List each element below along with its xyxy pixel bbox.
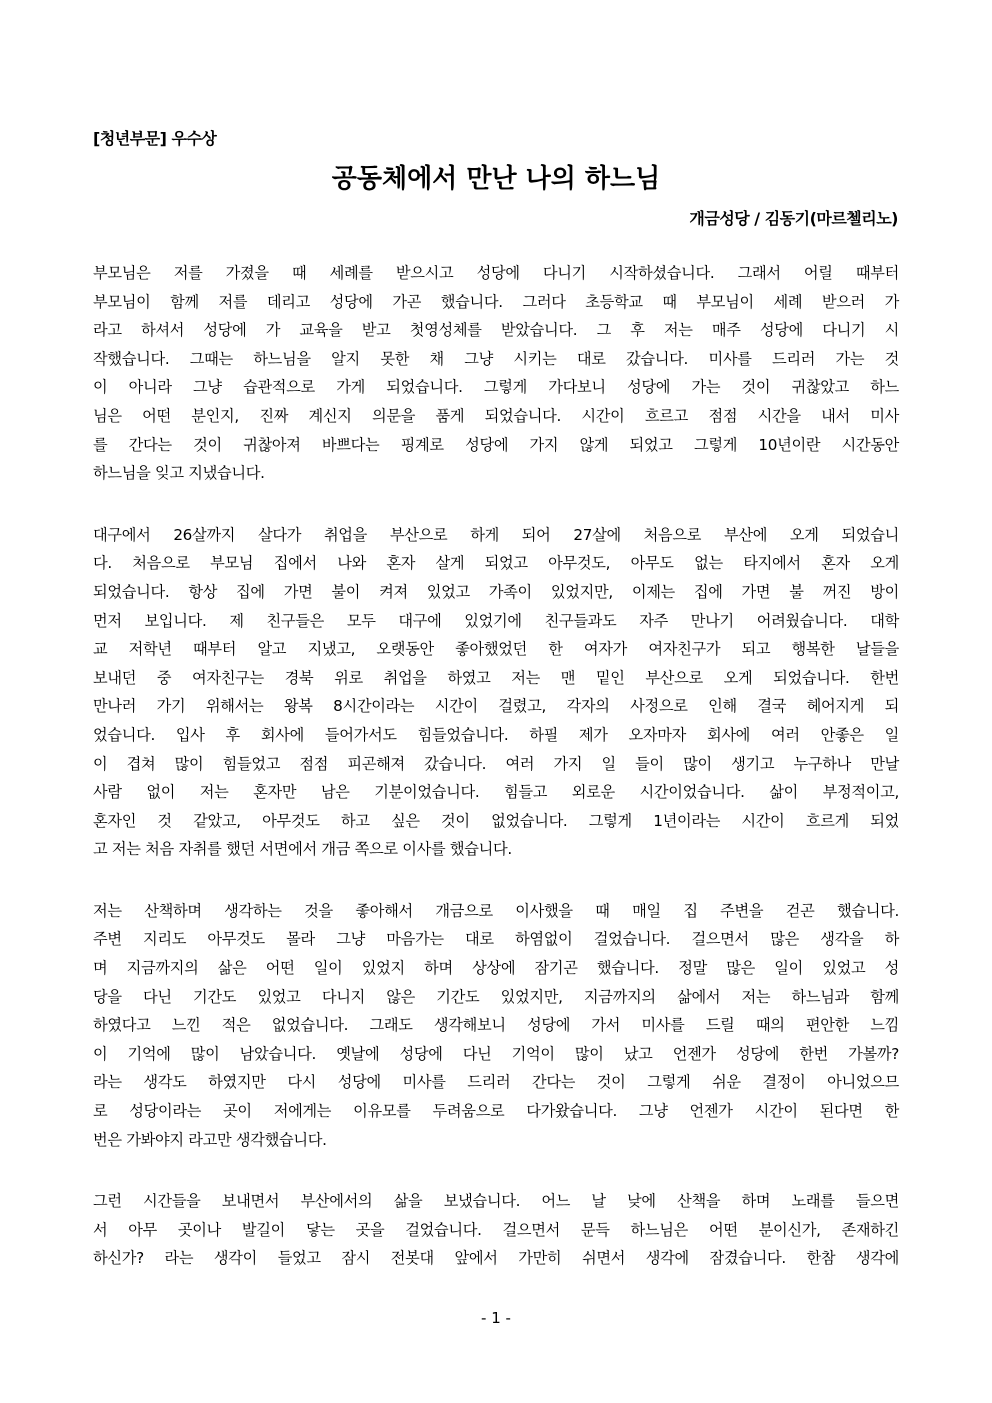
text-line: 저는 산책하며 생각하는 것을 좋아해서 개금으로 이사했을 때 매일 집 주변을 걷곤 했습니다.	[93, 901, 899, 920]
author-byline: 개금성당 / 김동기(마르첼리노)	[689, 209, 898, 228]
essay-body	[93, 259, 899, 1306]
text-line: 하신가? 라는 생각이 들었고 잠시 전봇대 앞에서 가만히 쉬면서 생각에 잠겼습니다. 한참 생각에	[93, 1249, 899, 1268]
text-line: 고 저는 처음 자취를 했던 서면에서 개금 쪽으로 이사를 했습니다.	[93, 840, 512, 859]
text-line: 며 지금까지의 삶은 어떤 일이 있었지 하며 상상에 잠기곤 했습니다. 정말 많은 일이 있었고 성	[93, 959, 899, 978]
text-line: 라고 하셔서 성당에 가 교육을 받고 첫영성체를 받았습니다. 그 후 저는 매주 성당에 다니기 시	[93, 321, 899, 340]
text-line: 하느님을 잊고 지냈습니다.	[93, 464, 265, 483]
text-line: 부모님은 저를 가졌을 때 세례를 받으시고 성당에 다니기 시작하셨습니다. 그래서 어릴 때부터	[93, 264, 899, 282]
text-line: 하였다고 느낀 적은 없었습니다. 그래도 생각해보니 성당에 가서 미사를 드릴 때의 편안한 느낌	[93, 1016, 899, 1035]
text-line: 로 성당이라는 곳이 저에게는 이유모를 두려움으로 다가왔습니다. 그냥 언젠가 시간이 된다면 한	[93, 1102, 899, 1121]
text-line: 먼저 보입니다. 제 친구들은 모두 대구에 있었기에 친구들과도 자주 만나기 어려웠습니다. 대학	[93, 611, 899, 630]
text-line: 작했습니다. 그때는 하느님을 알지 못한 채 그냥 시키는 대로 갔습니다. 미사를 드리러 가는 것	[93, 349, 899, 368]
text-line: 님은 어떤 분인지, 진짜 계신지 의문을 품게 되었습니다. 시간이 흐르고 점점 시간을 내서 미사	[93, 406, 899, 425]
paragraph-3	[93, 897, 899, 1154]
text-line: 다. 처음으로 부모님 집에서 나와 혼자 살게 되었고 아무것도, 아무도 없는 타지에서 혼자 오게	[93, 554, 899, 573]
text-line: 이 기억에 많이 남았습니다. 옛날에 성당에 다닌 기억이 많이 났고 언젠가 성당에 한번 가볼까?	[93, 1044, 899, 1063]
page-number: - 1 -	[481, 1309, 511, 1327]
page-title: 공동체에서 만난 나의 하느님	[331, 164, 661, 194]
text-line: 주변 지리도 아무것도 몰라 그냥 마음가는 대로 하염없이 걸었습니다. 걸으면서 많은 생각을 하	[93, 930, 899, 949]
text-line: 라는 생각도 하였지만 다시 성당에 미사를 드리러 간다는 것이 그렇게 쉬운 결정이 아니었으므	[93, 1073, 899, 1092]
text-line: 이 아니라 그냥 습관적으로 가게 되었습니다. 그렇게 가다보니 성당에 가는 것이 귀찮았고 하느	[93, 378, 899, 397]
text-line: 대구에서 26살까지 살다가 취업을 부산으로 하게 되어 27살에 처음으로 부산에 오게 되었습니	[93, 525, 899, 544]
text-line: 보내던 중 여자친구는 경북 위로 취업을 하였고 저는 맨 밑인 부산으로 오게 되었습니다. 한번	[93, 668, 899, 687]
text-line: 혼자인 것 같았고, 아무것도 하고 싶은 것이 없었습니다. 그렇게 1년이라는 시간이 흐르게 되었	[93, 811, 899, 830]
text-line: 만나러 가기 위해서는 왕복 8시간이라는 시간이 걸렸고, 각자의 사정으로 인해 결국 헤어지게 되	[93, 697, 899, 716]
text-line: 당을 다닌 기간도 있었고 다니지 않은 기간도 있었지만, 지금까지의 삶에서 저는 하느님과 함께	[93, 987, 899, 1006]
text-line: 서 아무 곳이나 발길이 닿는 곳을 걸었습니다. 걸으면서 문득 하느님은 어떤 분이신가, 존재하긴	[93, 1220, 899, 1239]
text-line: 부모님이 함께 저를 데리고 성당에 가곤 했습니다. 그러다 초등학교 때 부모님이 세례 받으러 가	[93, 292, 899, 311]
text-line: 번은 가봐야지 라고만 생각했습니다.	[93, 1130, 327, 1149]
text-line: 그런 시간들을 보내면서 부산에서의 삶을 보냈습니다. 어느 날 낮에 산책을 하며 노래를 들으면	[93, 1192, 899, 1211]
text-line: 사람 없이 저는 혼자만 남은 기분이었습니다. 힘들고 외로운 시간이었습니다. 삶이 부정적이고,	[93, 783, 899, 802]
paragraph-1	[93, 259, 899, 488]
text-line: 를 간다는 것이 귀찮아져 바쁘다는 핑계로 성당에 가지 않게 되었고 그렇게 10년이란 시간동안	[93, 435, 899, 454]
text-line: 교 저학년 때부터 알고 지냈고, 오랫동안 좋아했었던 한 여자가 여자친구가 되고 행복한 날들을	[93, 640, 899, 659]
text-line: 이 겹쳐 많이 힘들었고 점점 피곤해져 갔습니다. 여러 가지 일 들이 많이 생기고 누구하나 만날	[93, 754, 899, 773]
award-category: [청년부문] 우수상	[93, 129, 217, 148]
text-line: 었습니다. 입사 후 회사에 들어가서도 힘들었습니다. 하필 제가 오자마자 회사에 여러 안좋은 일	[93, 725, 899, 744]
paragraph-2	[93, 521, 899, 864]
paragraph-4	[93, 1187, 899, 1273]
text-line: 되었습니다. 항상 집에 가면 불이 켜져 있었고 가족이 있었지만, 이제는 집에 가면 불 꺼진 방이	[93, 582, 899, 601]
